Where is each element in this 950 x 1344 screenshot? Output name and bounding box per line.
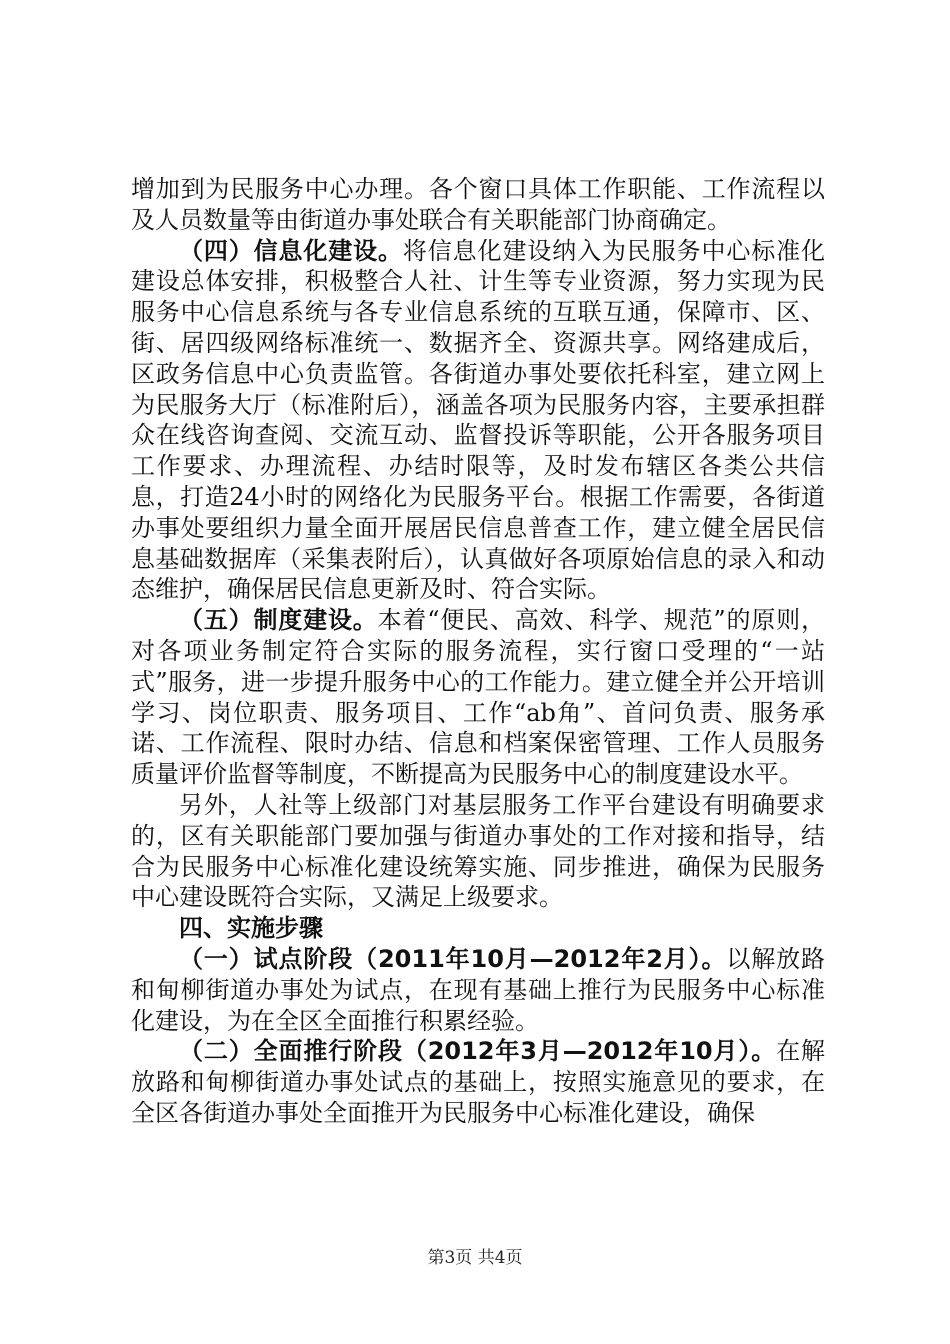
section-implementation-steps: [131, 913, 825, 944]
paragraph-continuation: [131, 174, 825, 236]
section-heading: （四）信息化建设。: [179, 236, 403, 265]
chapter-heading: 四、实施步骤: [179, 914, 323, 943]
paragraph-text: 增加到为民服务中心办理。各个窗口具体工作职能、工作流程以及人员数量等由街道办事处联合有关职能部门协商确定。: [131, 175, 825, 234]
paragraph-text: 以解放路和甸柳街道办事处为试点，在现有基础上推行为民服务中心标准化建设，为在全区全面推行积累经验。: [131, 944, 825, 1035]
section-heading: （二）全面推行阶段（2012年3月—2012年10月）。: [179, 1037, 777, 1066]
paragraph-text: 在解放路和甸柳街道办事处试点的基础上，按照实施意见的要求，在全区各街道办事处全面推开为民服务中心标准化建设，确保: [131, 1037, 825, 1127]
document-body: [131, 174, 825, 1129]
section-system-building: [131, 605, 825, 790]
paragraph-text: 将信息化建设纳入为民服务中心标准化建设总体安排，积极整合人社、计生等专业资源，努力实现为民服务中心信息系统与各专业信息系统的互联互通，保障市、区、街、居四级网络标准统一、数据齐全、资源共享。网络建成后，区政务信息中心负责监管。各街道办事处要依托科室，建立网上为民服务大厅（标准附后），涵盖各项为民服务内容，主要承担群众在线咨询查阅、交流互动、监督投诉等职能，公开各服务项目工作要求、办理流程、办结时限等，及时发布辖区各类公共信息，打造24小时的网络化为民服务平台。根据工作需要，各街道办事处要组织力量全面开展居民信息普查工作，建立健全居民信息基础数据库（采集表附后），认真做好各项原始信息的录入和动态维护，确保居民信息更新及时、符合实际。: [131, 236, 826, 604]
section-informatization: [131, 236, 825, 606]
section-pilot-stage: [131, 944, 825, 1036]
paragraph-text: 另外，人社等上级部门对基层服务工作平台建设有明确要求的，区有关职能部门要加强与街道办事处的工作对接和指导，结合为民服务中心标准化建设统筹实施、同步推进，确保为民服务中心建设既符合实际，又满足上级要求。: [131, 790, 825, 912]
section-heading: （一）试点阶段（2011年10月—2012年2月）。: [179, 944, 727, 973]
section-heading: （五）制度建设。: [179, 606, 378, 635]
paragraph-text: 本着“便民、高效、科学、规范”的原则，对各项业务制定符合实际的服务流程，实行窗口受理的“一站式”服务，进一步提升服务中心的工作能力。建立健全并公开培训学习、岗位职责、服务项目、工作“ab角”、首问负责、服务承诺、工作流程、限时办结、信息和档案保密管理、工作人员服务质量评价监督等制度，不断提高为民服务中心的制度建设水平。: [131, 606, 825, 789]
paragraph-additional: [131, 790, 825, 913]
page-footer: 第3页 共4页: [427, 1248, 523, 1268]
section-rollout-stage: [131, 1036, 825, 1128]
